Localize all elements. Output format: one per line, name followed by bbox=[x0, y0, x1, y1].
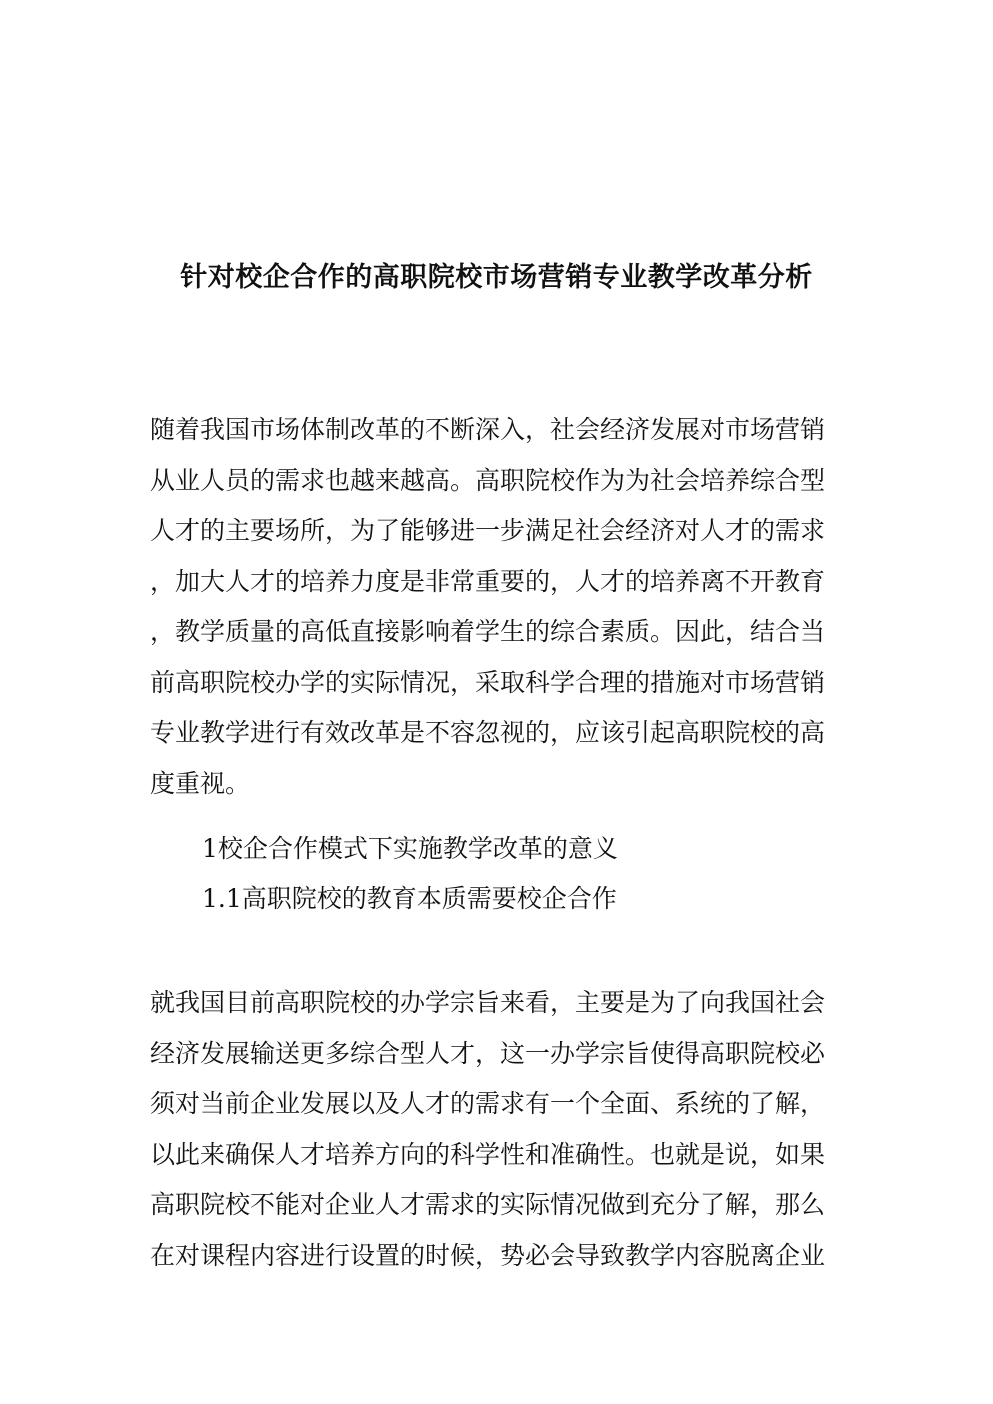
section-heading-1: 1校企合作模式下实施教学改革的意义 bbox=[202, 834, 618, 863]
paragraph-line: 专业教学进行有效改革是不容忽视的，应该引起高职院校的高 bbox=[150, 718, 826, 747]
paragraph-line: 前高职院校办学的实际情况，采取科学合理的措施对市场营销 bbox=[150, 667, 826, 697]
paragraph-line: 须对当前企业发展以及人才的需求有一个全面、系统的了解， bbox=[150, 1089, 826, 1118]
body-paragraph bbox=[150, 978, 830, 1281]
paragraph-line: 经济发展输送更多综合型人才，这一办学宗旨使得高职院校必 bbox=[150, 1038, 826, 1068]
paragraph-line: 度重视。 bbox=[150, 768, 251, 798]
paragraph-line: ，教学质量的高低直接影响着学生的综合素质。因此，结合当 bbox=[150, 617, 826, 646]
section-heading-1-1: 1.1高职院校的教育本质需要校企合作 bbox=[202, 884, 617, 913]
paragraph-line: 高职院校不能对企业人才需求的实际情况做到充分了解，那么 bbox=[150, 1190, 826, 1219]
intro-paragraph bbox=[150, 405, 830, 809]
paragraph-line: 随着我国市场体制改革的不断深入，社会经济发展对市场营销 bbox=[150, 415, 826, 444]
paragraph-line: 以此来确保人才培养方向的科学性和准确性。也就是说，如果 bbox=[150, 1139, 826, 1169]
paragraph-line: 就我国目前高职院校的办学宗旨来看，主要是为了向我国社会 bbox=[150, 988, 826, 1017]
document-title: 针对校企合作的高职院校市场营销专业教学改革分析 bbox=[180, 262, 813, 293]
paragraph-line: 人才的主要场所，为了能够进一步满足社会经济对人才的需求 bbox=[150, 516, 826, 545]
paragraph-line: ，加大人才的培养力度是非常重要的，人才的培养离不开教育 bbox=[150, 566, 826, 596]
paragraph-line: 在对课程内容进行设置的时候，势必会导致教学内容脱离企业 bbox=[150, 1240, 826, 1270]
paragraph-line: 从业人员的需求也越来越高。高职院校作为为社会培养综合型 bbox=[150, 465, 826, 495]
